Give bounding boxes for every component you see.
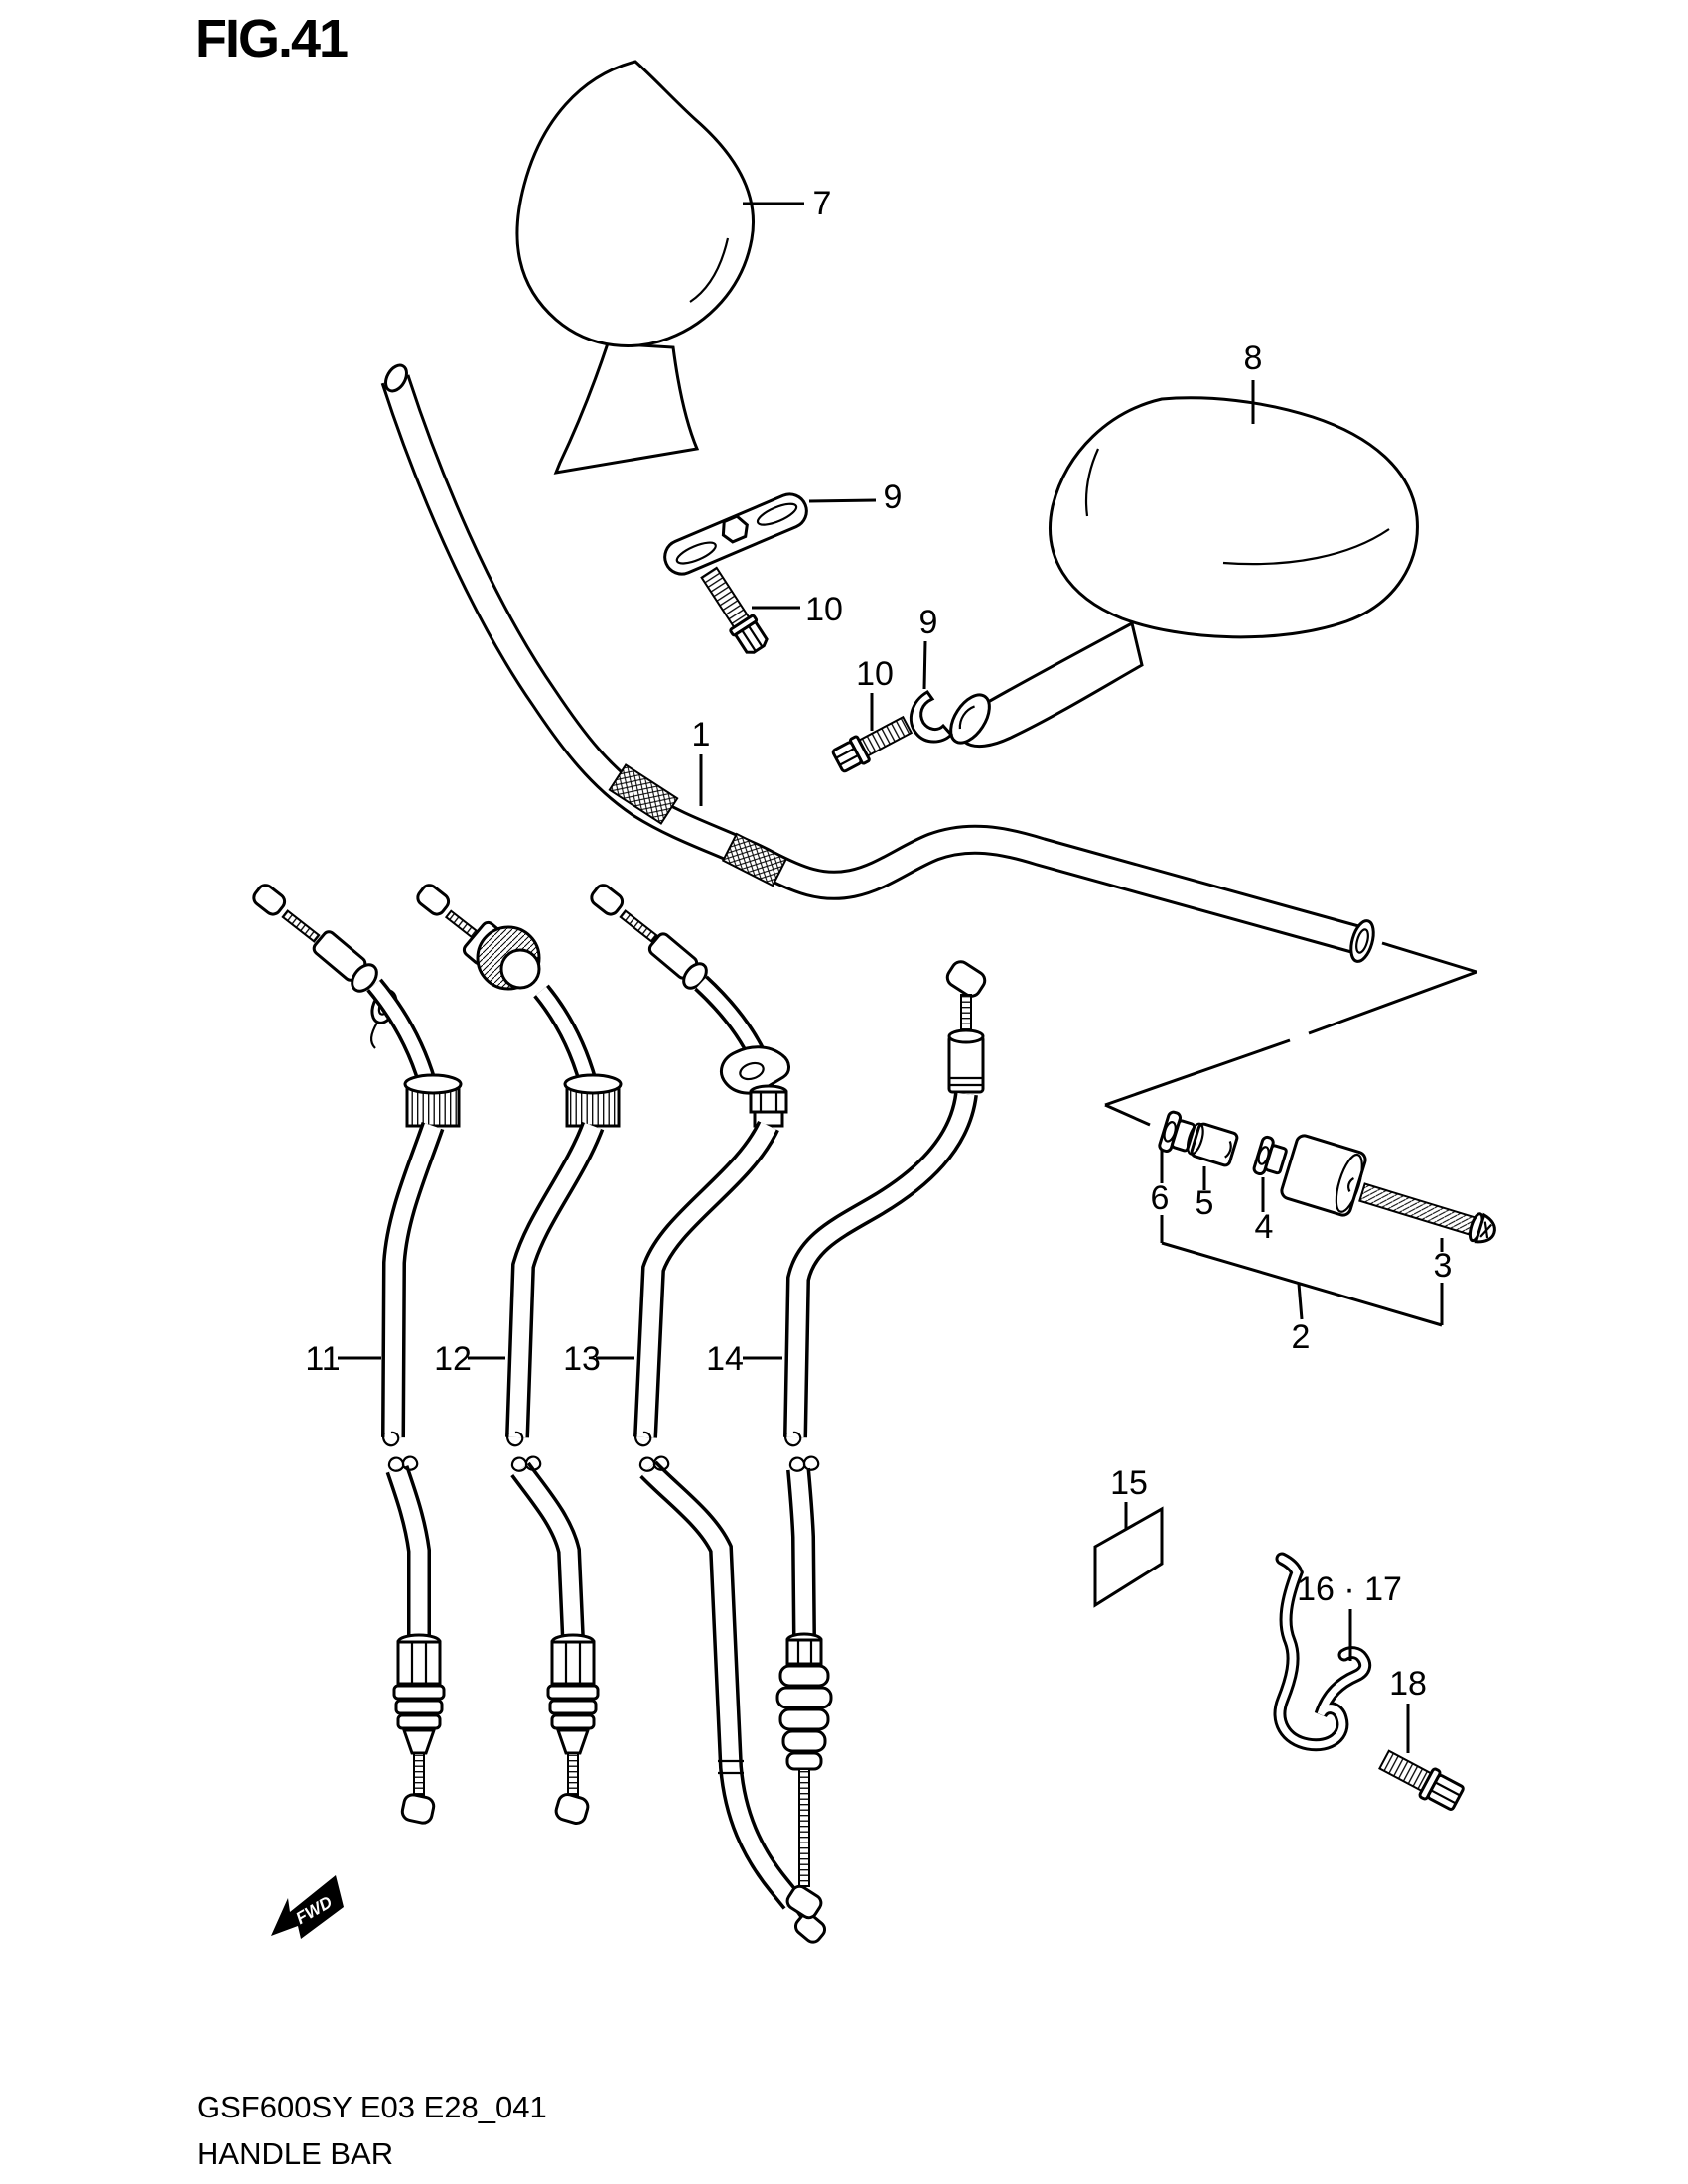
callout-label-16-17: 16 · 17 xyxy=(1297,1570,1402,1608)
leader-9b xyxy=(924,641,925,689)
callout-label-4: 4 xyxy=(1254,1208,1274,1246)
callout-label-15: 15 xyxy=(1110,1464,1148,1502)
callout-label-6: 6 xyxy=(1150,1179,1170,1217)
callout-label-11: 11 xyxy=(305,1340,341,1378)
pointer-lines xyxy=(1105,943,1477,1125)
mirror-mount-plate-drawing xyxy=(659,489,811,580)
callout-label-10a: 10 xyxy=(805,591,843,628)
callout-label-18: 18 xyxy=(1389,1665,1427,1703)
nut-4-drawing xyxy=(1253,1136,1289,1179)
footer xyxy=(197,2085,547,2177)
fwd-marker xyxy=(271,1875,344,1939)
clamp-bolt-drawing xyxy=(1377,1745,1466,1813)
label-sticker-drawing xyxy=(1095,1509,1162,1605)
callout-label-5: 5 xyxy=(1195,1184,1214,1222)
callout-label-9b: 9 xyxy=(918,604,938,641)
callout-label-12: 12 xyxy=(434,1340,472,1378)
bracket-2 xyxy=(1162,1215,1442,1325)
clutch-cable-drawing xyxy=(777,958,988,1920)
callout-label-3: 3 xyxy=(1433,1247,1453,1285)
mirror-clamp-half xyxy=(911,692,951,742)
footer-figure-name: HANDLE BAR xyxy=(197,2135,394,2171)
fwd-marker-label: FWD xyxy=(292,1892,336,1929)
mirror-right-drawing xyxy=(911,398,1417,750)
callout-label-2: 2 xyxy=(1291,1318,1311,1356)
balancer-weight-2-drawing xyxy=(1280,1134,1368,1217)
callout-label-9a: 9 xyxy=(883,478,903,516)
spacer-5-drawing xyxy=(1185,1121,1238,1166)
balancer-screw-3-drawing xyxy=(1358,1179,1498,1246)
mirror-bolt-left-drawing xyxy=(697,565,771,656)
callout-label-14: 14 xyxy=(706,1340,744,1378)
leader-9a xyxy=(809,500,876,501)
callout-label-7: 7 xyxy=(812,185,832,222)
callout-label-8: 8 xyxy=(1243,340,1263,377)
footer-model-code: GSF600SY E03 E28_041 xyxy=(197,2090,547,2124)
throttle-cable-1-drawing xyxy=(251,882,461,1824)
callout-label-1: 1 xyxy=(691,716,711,753)
callout-label-13: 13 xyxy=(563,1340,601,1378)
figure-number: FIG.41 xyxy=(195,9,348,68)
mirror-left-drawing xyxy=(517,62,754,473)
callout-label-10b: 10 xyxy=(856,655,894,693)
